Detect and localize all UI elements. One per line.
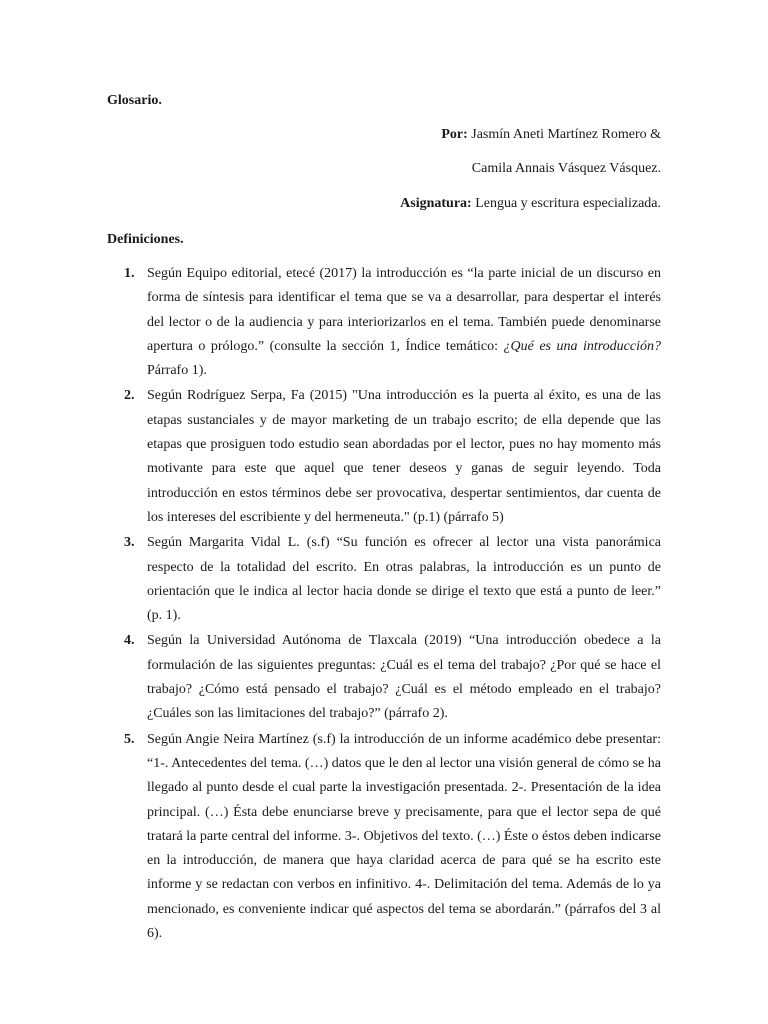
definition-italic-text: ¿Qué es una introducción?: [503, 338, 662, 354]
definition-number: 5.: [124, 731, 135, 747]
section-title: Definiciones.: [107, 232, 184, 247]
definition-item-4: [107, 629, 661, 726]
subject-label: Asignatura:: [400, 196, 472, 211]
author-label: Por:: [441, 127, 468, 142]
definition-number: 2.: [124, 388, 135, 404]
definition-item-5: [107, 728, 661, 947]
document-title: Glosario.: [107, 93, 162, 108]
definition-text: Según Rodríguez Serpa, Fa (2015) "Una introducción es la puerta al éxito, es una de las etapas sustanciales y de mayor marketing de un trabajo escrito; de ella depende que las etapas que prosiguen todo estudio sean abordadas por el lector, pues no hay momento más motivante para este que aquel que tener deseos y ganas de seguir leyendo. Toda introducción en estos términos debe ser provocativa, despertar sentimientos, dar cuenta de los intereses del escribiente y del hermeneuta." (p.1) (párrafo 5): [147, 388, 661, 525]
definition-number: 4.: [124, 633, 135, 649]
definition-item-3: [107, 531, 661, 628]
author-line-2: Camila Annais Vásquez Vásquez.: [471, 161, 661, 176]
definition-number: 3.: [124, 535, 135, 551]
definition-item-1: [107, 262, 661, 383]
subject-value: Lengua y escritura especializada.: [471, 196, 661, 211]
definition-text-end: Párrafo 1).: [147, 363, 207, 379]
definition-text: Según la Universidad Autónoma de Tlaxcala (2019) “Una introducción obedece a la formulación de las siguientes preguntas: ¿Cuál es el tema del trabajo? ¿Por qué se hace el trabajo? ¿Cómo está pensado el trabajo? ¿Cuál es el método empleado en el trabajo? ¿Cuáles son las limitaciones del trabajo?” (párrafo 2).: [147, 633, 661, 722]
author-name-1: Jasmín Aneti Martínez Romero &: [467, 127, 661, 142]
definition-text: Según Equipo editorial, etecé (2017) la introducción es “la parte inicial de un discurso en forma de síntesis para identificar el tema que se va a desarrollar, para despertar el interés del lector o de la audiencia y para interiorizarlos en el tema. También puede denominarse apertura o prólogo.” (consulte la sección 1, Índice temático:: [147, 266, 661, 354]
definition-text: Según Angie Neira Martínez (s.f) la introducción de un informe académico debe presentar: “1-. Antecedentes del tema. (…) datos que le den al lector una visión general de cómo se ha llegado al punto desde el cual parte la investigación presentada. 2-. Presentación de la idea principal. (…) Ésta debe enunciarse breve y precisamente, para que el lector sepa de qué tratará la parte central del informe. 3-. Objetivos del texto. (…) Éste o éstos deben indicarse en la introducción, de manera que haya claridad acerca de para qué se ha escrito este informe y se redactan con verbos en infinitivo. 4-. Delimitación del tema. Además de lo ya mencionado, es conveniente indicar qué aspectos del tema se abordarán.” (párrafos del 3 al 6).: [147, 731, 661, 942]
definitions-list: [107, 262, 661, 947]
subject-line: [400, 195, 661, 213]
definition-number: 1.: [124, 266, 135, 281]
author-line-1: [441, 126, 661, 144]
definition-text: Según Margarita Vidal L. (s.f) “Su función es ofrecer al lector una vista panorámica respecto de la totalidad del escrito. En otras palabras, la introducción es un punto de orientación que le indica al lector hacia donde se dirige el texto que está a punto de leer.” (p. 1).: [147, 535, 661, 624]
definition-item-2: [107, 384, 661, 530]
